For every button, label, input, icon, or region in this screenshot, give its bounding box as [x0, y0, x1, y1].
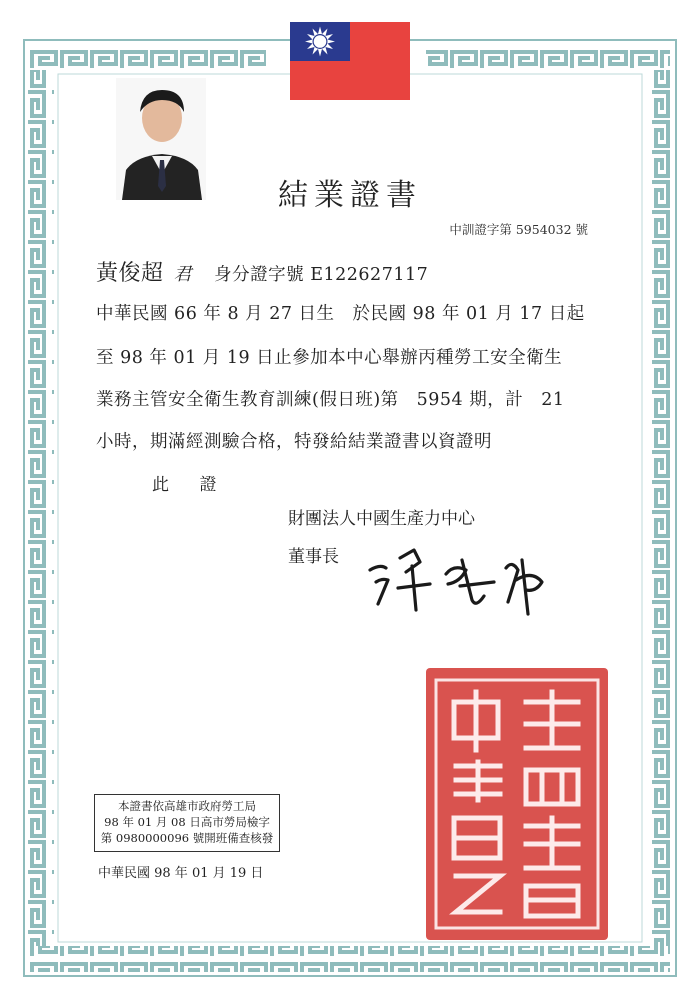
- issue-date: 中華民國 98 年 01 月 19 日: [98, 866, 264, 881]
- official-seal: [426, 668, 608, 940]
- id-label: 身分證字號: [214, 265, 305, 285]
- attestation: [152, 470, 217, 495]
- certificate-title: 結業證書: [278, 178, 422, 213]
- notice-line-2: 98 年 01 月 08 日高市勞局檢字: [104, 815, 270, 829]
- attest-char-2: 證: [199, 475, 217, 495]
- chairman-label: 董事長: [288, 547, 339, 567]
- chairman-signature: [356, 530, 556, 630]
- attest-char-1: 此: [152, 475, 170, 495]
- honorific: 君: [173, 264, 193, 285]
- certificate-serial: 中訓證字第 5954032 號: [449, 222, 588, 237]
- body-line-4: 小時，期滿經測驗合格，特發給結業證書以資證明: [96, 432, 492, 452]
- id-number: E122627117: [310, 265, 429, 285]
- body-line-2: 至 98 年 01 月 19 日止參加本中心舉辦丙種勞工安全衛生: [96, 348, 563, 368]
- recipient-line: [96, 256, 428, 287]
- body-line-1: 中華民國 66 年 8 月 27 日生 於民國 98 年 01 月 17 日起: [96, 304, 585, 324]
- roc-flag-icon: [290, 22, 410, 100]
- recipient-name: 黃俊超: [96, 261, 164, 286]
- notice-line-1: 本證書依高雄市政府勞工局: [118, 799, 256, 813]
- notice-line-3: 第 0980000096 號開班備查核發: [100, 831, 274, 845]
- approval-notice: [94, 794, 280, 852]
- issuer-name: 財團法人中國生產力中心: [288, 509, 475, 529]
- body-line-3: 業務主管安全衛生教育訓練(假日班)第 5954 期，計 21: [96, 390, 565, 410]
